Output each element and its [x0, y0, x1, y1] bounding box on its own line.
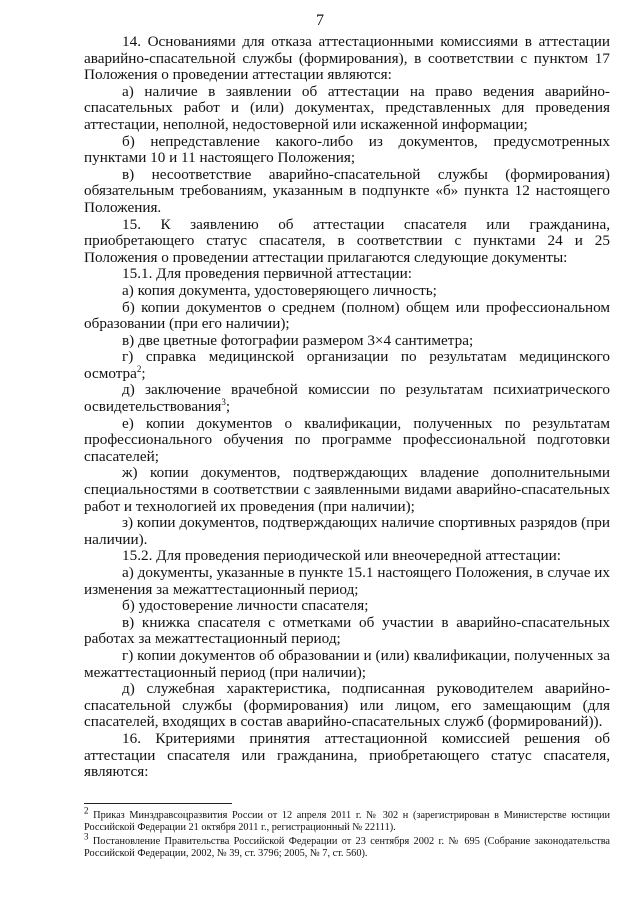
footnote-2-text: Приказ Минздравсоцразвития России от 12 апреля 2011 г. № 302 н (зарегистрирован в Министерстве юстиции Российской Федерации 21 октября 2011 г., регистрационный № 22111).	[84, 810, 610, 833]
item-15-1g-punct: ;	[141, 364, 146, 382]
paragraph-14: 14. Основаниями для отказа аттестационными комиссиями в аттестации аварийно-спасательной службы (формирования), в соответствии с пунктом 17 Положения о проведении аттестации являются:	[84, 33, 610, 84]
item-14a: а) наличие в заявлении об аттестации на право ведения аварийно-спасательных работ и (или) документах, представленных для проведения аттестации, неполной, недостоверной или искаженной информации;	[84, 82, 610, 133]
item-15-1d	[84, 382, 610, 415]
item-15-1zh: ж) копии документов, подтверждающих владение дополнительными специальностями в соответствии с заявленными видами аварийно-спасательных работ и технологией их проведения (при наличии);	[84, 464, 610, 515]
item-15-1b: б) копии документов о среднем (полном) общем или профессиональном образовании (при его наличии);	[84, 298, 610, 333]
footnote-2	[84, 805, 610, 834]
item-15-1d-text: д) заключение врачебной комиссии по результатам психиатрического освидетельствования	[84, 381, 610, 416]
footnote-2-marker: 2	[84, 805, 89, 816]
item-15-1a: а) копия документа, удостоверяющего личность;	[122, 281, 437, 299]
footnote-ref-3[interactable]: 3	[221, 397, 226, 407]
item-15-2d: д) служебная характеристика, подписанная руководителем аварийно-спасательной службы (формирования) или лицом, его замещающим (для спасателей, входящих в состав аварийно-спасательных служб (формирований)).	[84, 680, 610, 731]
item-15-1e: е) копии документов о квалификации, полученных по результатам профессионального обучения по программе профессиональной подготовки спасателей;	[84, 414, 610, 465]
paragraph-15: 15. К заявлению об аттестации спасателя или гражданина, приобретающего статус спасателя, в соответствии с пунктами 24 и 25 Положения о проведении аттестации прилагаются следующие документы:	[84, 215, 610, 266]
item-15-2b: б) удостоверение личности спасателя;	[122, 597, 369, 615]
item-15-1d-punct: ;	[225, 398, 231, 416]
footnote-ref-2[interactable]: 2	[136, 363, 142, 374]
item-15-1v: в) две цветные фотографии размером 3×4 сантиметра;	[122, 331, 474, 349]
footnote-separator	[84, 803, 232, 804]
item-15-2g: г) копии документов об образовании и (или) квалификации, полученных за межаттестационный период (при наличии);	[84, 646, 610, 681]
item-15-1g-text: г) справка медицинской организации по результатам медицинского осмотра	[84, 348, 610, 382]
item-15-2a: а) документы, указанные в пункте 15.1 настоящего Положения, в случае их изменения за межаттестационный период;	[84, 564, 610, 598]
footnote-3-text: Постановление Правительства Российской Федерации от 23 сентября 2002 г. № 695 (Собрание законодательства Российской Федерации, 2002, № 39, ст. 3796; 2005, № 7, ст. 560).	[84, 836, 610, 859]
item-14v: в) несоответствие аварийно-спасательной службы (формирования) обязательным требованиям, указанным в подпункте «б» пункта 12 настоящего Положения.	[84, 165, 610, 216]
page-number: 7	[316, 12, 324, 29]
item-15-2v: в) книжка спасателя с отметками об участии в аварийно-спасательных работах за межаттестационный период;	[84, 613, 610, 648]
footnote-3-marker: 3	[84, 831, 89, 842]
item-15-1z: з) копии документов, подтверждающих наличие спортивных разрядов (при наличии).	[84, 514, 610, 548]
item-15-1g	[84, 349, 610, 382]
footnote-3	[84, 831, 610, 860]
paragraph-16: 16. Критериями принятия аттестационной комиссией решения об аттестации спасателя или гражданина, приобретающего статус спасателя, являются:	[84, 729, 610, 781]
paragraph-15-1: 15.1. Для проведения первичной аттестации:	[122, 265, 413, 283]
document-body	[84, 34, 610, 781]
paragraph-15-2: 15.2. Для проведения периодической или внеочередной аттестации:	[122, 547, 561, 565]
item-14b: б) непредставление какого-либо из документов, предусмотренных пунктами 10 и 11 настоящего Положения;	[84, 132, 610, 167]
